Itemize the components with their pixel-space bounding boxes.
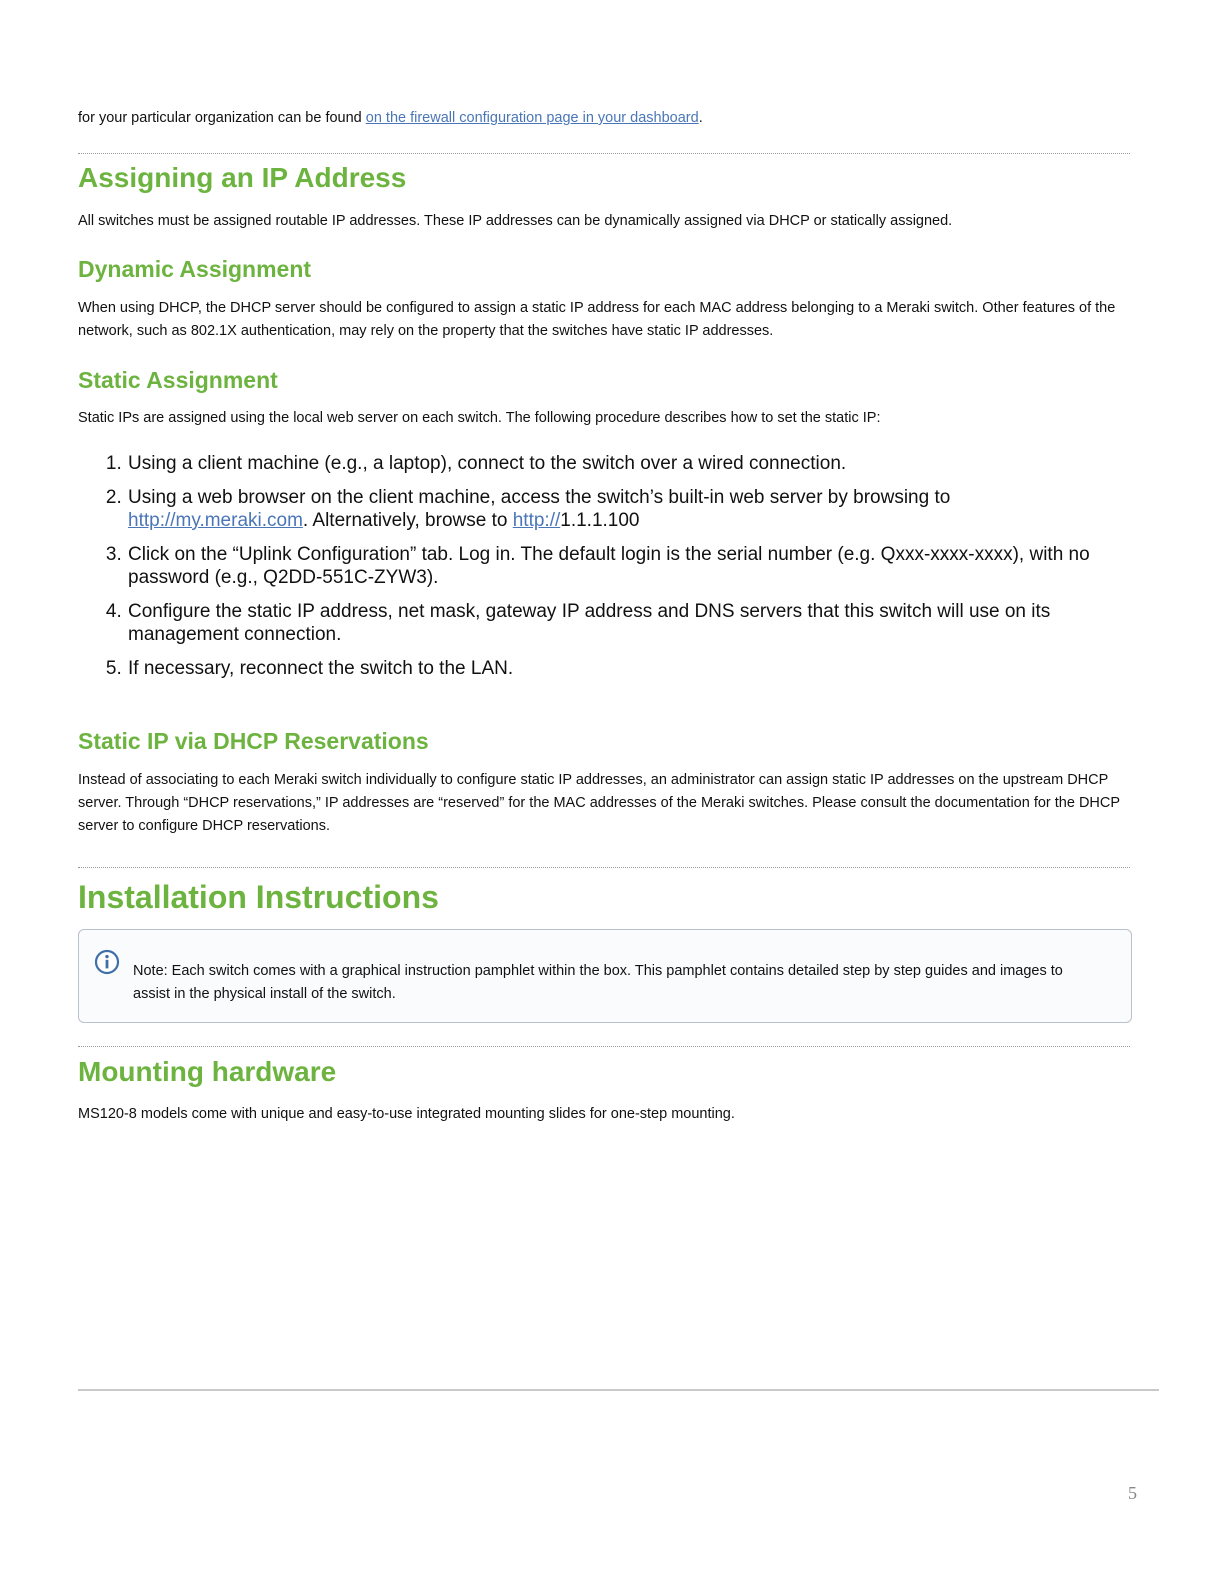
- info-icon: [94, 949, 120, 975]
- note-text: Note: Each switch comes with a graphical instruction pamphlet within the box. This pamphlet contains detailed step by step guides and images to assist in the physical install of the switch.: [133, 963, 1063, 1002]
- note-box: [78, 929, 1132, 1023]
- step-1: 1. Using a client machine (e.g., a laptop), connect to the switch over a wired connection.: [127, 452, 1130, 476]
- heading-assigning-ip: Assigning an IP Address: [78, 162, 407, 193]
- heading-mounting-hardware: Mounting hardware: [78, 1056, 337, 1087]
- heading-static-assignment: Static Assignment: [78, 367, 278, 393]
- section-divider: [78, 867, 1130, 868]
- step-3: 3. Click on the “Uplink Configuration” tab. Log in. The default login is the serial number (e.g. Qxxx-xxxx-xxxx), with no password (e.g., Q2DD-551C-ZYW3).: [127, 543, 1130, 590]
- mounting-paragraph: MS120-8 models come with unique and easy-to-use integrated mounting slides for one-step mounting.: [78, 1106, 735, 1122]
- heading-dhcp-reservations: Static IP via DHCP Reservations: [78, 728, 429, 754]
- assigning-paragraph: All switches must be assigned routable IP addresses. These IP addresses can be dynamically assigned via DHCP or statically assigned.: [78, 213, 953, 229]
- dynamic-paragraph: When using DHCP, the DHCP server should be configured to assign a static IP address for each MAC address belonging to a Meraki switch. Other features of the network, such as 802.1X authentication, may rely on the property that the switches have static IP addresses.: [78, 300, 1116, 339]
- section-divider: [78, 1046, 1130, 1047]
- heading-dynamic-assignment: Dynamic Assignment: [78, 256, 312, 282]
- step-4: 4. Configure the static IP address, net mask, gateway IP address and DNS servers that this switch will use on its management connection.: [127, 600, 1130, 647]
- reservations-paragraph: Instead of associating to each Meraki switch individually to configure static IP addresses, an administrator can assign static IP addresses on the upstream DHCP server. Through “DHCP reservations,” IP addresses are “reserved” for the MAC addresses of the Meraki switches. Please consult the documentation for the DHCP server to configure DHCP reservations.: [78, 772, 1120, 834]
- static-ip-steps: [78, 452, 1130, 690]
- page-number: 5: [1128, 1483, 1137, 1503]
- intro-paragraph: for your particular organization can be found on the firewall configuration page in your dashboard.: [78, 110, 703, 126]
- my-meraki-link[interactable]: http://my.meraki.com: [128, 510, 303, 531]
- footer-rule: [78, 1389, 1159, 1391]
- local-ip-link[interactable]: http://: [512, 510, 561, 531]
- section-divider: [78, 153, 1130, 154]
- step-5: 5. If necessary, reconnect the switch to the LAN.: [127, 657, 1130, 681]
- firewall-config-link[interactable]: on the firewall configuration page in your dashboard: [365, 110, 699, 126]
- step-2: 2. Using a web browser on the client machine, access the switch’s built-in web server by browsing to http://my.meraki.com. Alternatively, browse to http://1.1.1.100: [127, 486, 1130, 533]
- static-paragraph: Static IPs are assigned using the local web server on each switch. The following procedure describes how to set the static IP:: [78, 410, 881, 426]
- heading-installation-instructions: Installation Instructions: [78, 879, 439, 915]
